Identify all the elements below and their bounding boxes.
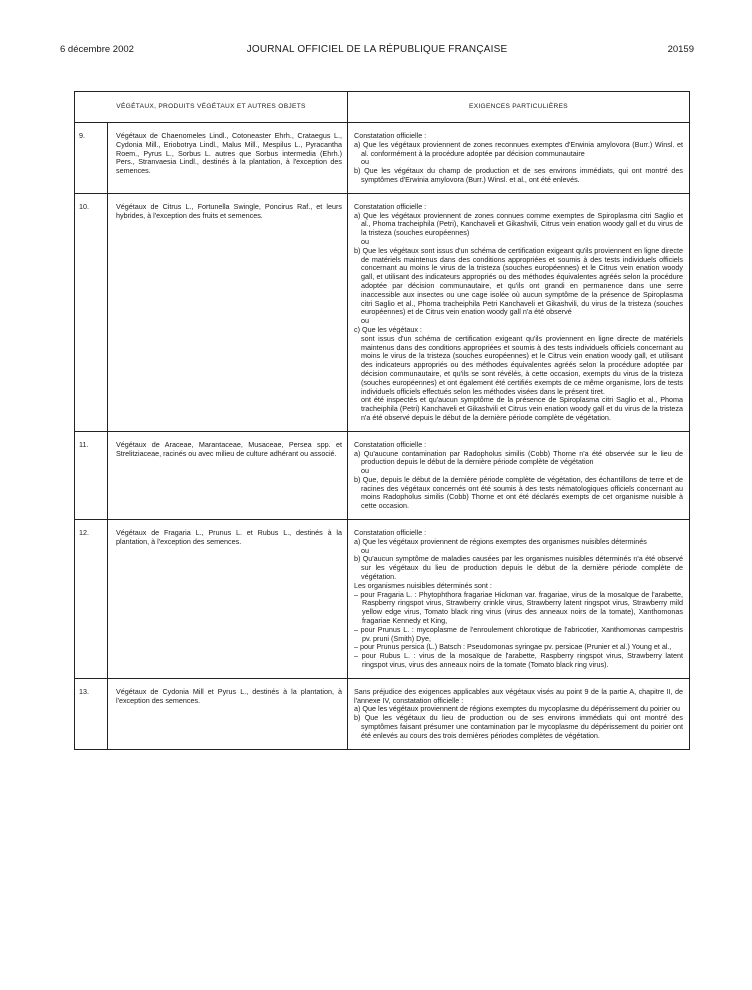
row-number: 9. xyxy=(75,123,108,194)
requirement-line: a) Que les végétaux proviennent de régions exemptes des organismes nuisibles déterminés xyxy=(354,536,647,546)
row-exigences xyxy=(348,520,690,679)
table-header-row xyxy=(75,92,690,123)
requirement-line: c) Que les végétaux : xyxy=(354,324,422,334)
requirement-line: – pour Prunus L. : mycoplasme de l'enroulement chlorotique de l'abricotier, Xanthomonas campestris pv. pruni (Smith) Dye, xyxy=(354,624,683,643)
column-header-exigences: EXIGENCES PARTICULIÈRES xyxy=(348,92,690,123)
requirement-line: – pour Fragaria L. : Phytophthora fragariae Hickman var. fragariae, virus de la mosaïque de l'arabette, Raspberry ringspot virus, Strawberry crinkle virus, Strawberry latent ringspot virus, Strawberry mild yellow edge virus, Tomato black ring virus (virus des anneaux noirs de la tomate), Xanthomonas fragariae Kennedy et King, xyxy=(354,589,683,626)
row-number: 11. xyxy=(75,431,108,519)
requirement-line: Les organismes nuisibles déterminés sont : xyxy=(354,580,492,590)
requirement-line: Constatation officielle : xyxy=(354,439,427,449)
requirement-line: ont été inspectés et qu'aucun symptôme de la présence de Spiroplasma citri Saglio et al., Phoma tracheiphila (Petri) Kanchaveli et Gikashvili et Citrus vein enation woody gall et du virus de la tristeza n'a été observé depuis le début de la dernière période complète de végétation. xyxy=(361,395,683,422)
table-row xyxy=(75,520,690,679)
requirement-line: a) Que les végétaux proviennent de régions exemptes du mycoplasme du dépérissement du poirier ou xyxy=(354,704,681,714)
requirement-line: a) Que les végétaux proviennent de zones reconnues exemptes d'Erwinia amylovora (Burr.) Winsl. et al. conformément à la procédure adoptée par décision communautaire xyxy=(354,139,683,158)
row-vegetaux: Végétaux de Fragaria L., Prunus L. et Rubus L., destinés à la plantation, à l'exception des semences. xyxy=(108,520,348,679)
row-vegetaux: Végétaux de Araceae, Marantaceae, Musaceae, Persea spp. et Strelitziaceae, racinés ou avec milieu de culture adhérant ou associé. xyxy=(108,431,348,519)
requirement-line: – pour Prunus persica (L.) Batsch : Pseudomonas syringae pv. persicae (Prunier et al.) Young et al., xyxy=(354,642,672,652)
requirement-line: ou xyxy=(361,545,369,555)
row-vegetaux: Végétaux de Chaenomeles Lindl., Cotoneaster Ehrh., Crataegus L., Cydonia Mill., Eriobotrya Lindl., Malus Mill., Mespilus L., Pyracantha Roem., Pyrus L., Sorbus L. autres que Sorbus intermedia (Ehrh.) Pers., Stranvaesia Lindl., destinés à la plantation, à l'exception des semences. xyxy=(108,123,348,194)
row-exigences xyxy=(348,193,690,431)
requirement-line: ou xyxy=(361,236,369,246)
requirement-line: ou xyxy=(361,157,369,167)
requirement-line: Constatation officielle : xyxy=(354,131,427,140)
header-date: 6 décembre 2002 xyxy=(60,44,134,55)
requirement-line: ou xyxy=(361,466,369,476)
requirement-line: Sans préjudice des exigences applicables aux végétaux visés au point 9 de la partie A, chapitre II, de l'annexe IV, constatation officielle : xyxy=(354,686,683,705)
table-row xyxy=(75,678,690,749)
requirement-line: b) Que les végétaux du lieu de production ou de ses environs immédiats qui ont montré des symptômes faisant présumer une contamination par le mycoplasme du dépérissement du poirier ont été enlevés au cours des trois dernières périodes complètes de végétation. xyxy=(354,713,683,740)
requirement-line: a) Que les végétaux proviennent de zones connues comme exemptes de Spiroplasma citri Saglio et al., Phoma tracheiphila (Petri), Kanchaveli et Gikashvili, Citrus vein enation woody gall et du virus de la tristeza (souches européennes) xyxy=(354,210,683,238)
row-vegetaux: Végétaux de Citrus L., Fortunella Swingle, Poncirus Raf., et leurs hybrides, à l'exception des fruits et semences. xyxy=(108,193,348,431)
header-page-number: 20159 xyxy=(667,44,694,55)
row-exigences xyxy=(348,123,690,194)
row-number: 13. xyxy=(75,678,108,749)
requirement-line: b) Que, depuis le début de la dernière période complète de végétation, des échantillons de terre et de racines des végétaux concernés ont été soumis à des tests nématologiques officiels concernant au moins Radopholus similis (Cobb) Thorne et ont été déclarés exempts de cet organisme nuisible à cette occasion. xyxy=(354,474,683,511)
requirement-line: b) Que les végétaux du champ de production et de ses environs immédiats, qui ont montré des symptômes d'Erwinia amylovora (Burr.) Winsl. et al., ont été enlevés. xyxy=(354,166,683,184)
row-exigences xyxy=(348,678,690,749)
row-vegetaux: Végétaux de Cydonia Mill et Pyrus L., destinés à la plantation, à l'exception des semences. xyxy=(108,678,348,749)
row-number: 10. xyxy=(75,193,108,431)
row-number: 12. xyxy=(75,520,108,679)
table-row xyxy=(75,123,690,194)
table-row xyxy=(75,431,690,519)
requirement-line: – pour Rubus L. : virus de la mosaïque de l'arabette, Raspberry ringspot virus, Strawberry latent ringspot virus, virus des anneaux noirs de la tomate (Tomato black ring virus). xyxy=(354,651,683,670)
requirement-line: b) Que les végétaux sont issus d'un schéma de certification exigeant qu'ils proviennent en ligne directe de matériels maintenus dans des conditions appropriées et soumis à des tests individuels officiels concernant au moins le virus de la tristeza (souches européennes) et le Citrus vein enation woody gall, et utilisant des indicateurs appropriés ou des méthodes équivalentes agréés selon la procédure adoptée par décision communautaire, et qu'ils ont grandi en permanence dans une serre inaccessible aux insectes ou une cage isolée où aucun symptôme de la présence de Spiroplasma citri Saglio et al., Phoma tracheiphila Petri Kanchaveli et Gikashvili, du virus de la tristeza (souches européennes) et de Citrus vein enation woody gall n'a été observé xyxy=(354,245,683,317)
requirement-line: a) Qu'aucune contamination par Radopholus similis (Cobb) Thorne n'a été observée sur le lieu de production depuis le début de la dernière période complète de végétation xyxy=(354,448,683,467)
requirement-line: ou xyxy=(361,316,369,326)
requirement-line: sont issus d'un schéma de certification exigeant qu'ils proviennent en ligne directe de matériels maintenus dans des conditions appropriées et soumis à des tests individuels officiels concernant au moins le virus de la tristeza (souches européennes) et le Citrus vein enation woody gall, et utilisant des indicateurs appropriés ou des méthodes équivalentes agréés selon la procédure adoptée par décision communautaire, et qu'ils se sont révélés, à cette occasion, exempts du virus de la tristeza (souches européennes) et ont également été certifiés exempts de ce même organisme, lors de tests individuels officiels effectués selon les méthodes visées dans le présent tiret. xyxy=(361,333,683,396)
page-header xyxy=(60,44,694,58)
column-header-vegetaux: VÉGÉTAUX, PRODUITS VÉGÉTAUX ET AUTRES OBJETS xyxy=(75,92,348,123)
row-exigences xyxy=(348,431,690,519)
requirement-line: Constatation officielle : xyxy=(354,201,427,211)
table-row xyxy=(75,193,690,431)
requirement-line: b) Qu'aucun symptôme de maladies causées par les organismes nuisibles déterminés n'a été observé sur les végétaux du lieu de production depuis le début de la dernière période complète de végétation. xyxy=(354,554,683,582)
requirement-line: Constatation officielle : xyxy=(354,528,427,538)
requirements-table xyxy=(74,91,690,750)
header-title: JOURNAL OFFICIEL DE LA RÉPUBLIQUE FRANÇAISE xyxy=(246,44,508,55)
